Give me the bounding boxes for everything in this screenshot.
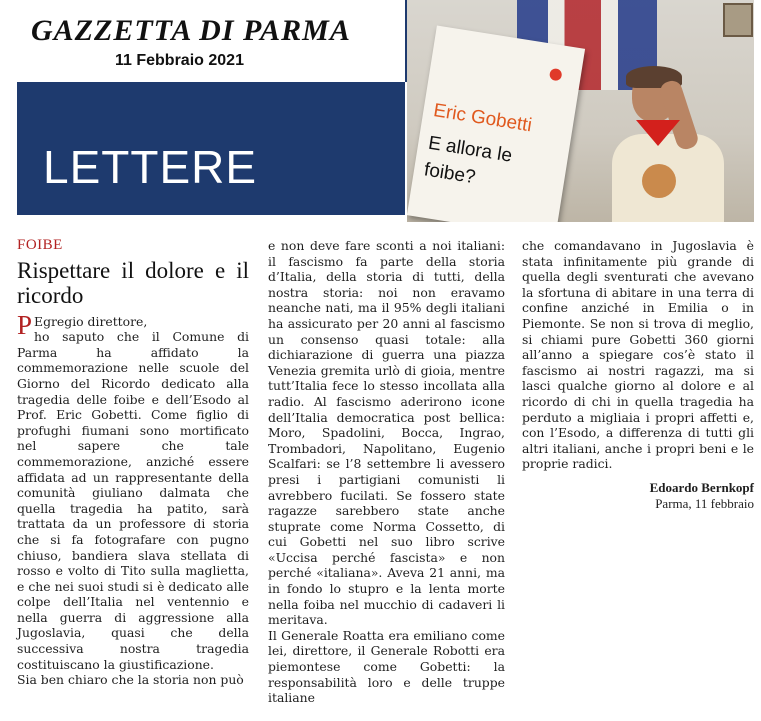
article-headline: Rispettare il dolore e il ricordo — [17, 257, 249, 308]
book-cover — [407, 25, 585, 222]
drop-cap: P — [17, 309, 33, 340]
author-portrait — [612, 66, 730, 222]
paragraph: Sia ben chiaro che la storia non può — [17, 672, 244, 688]
book-author: Eric Gobetti — [431, 100, 534, 137]
article-column-2 — [268, 238, 505, 706]
salutation: P Egregio direttore, — [17, 309, 148, 340]
article-kicker: FOIBE — [17, 237, 63, 253]
masthead — [17, 0, 407, 82]
article-column-3 — [522, 238, 754, 511]
newspaper-name: GAZZETTA DI PARMA — [31, 14, 351, 47]
section-title: LETTERE — [43, 141, 258, 193]
book-title: E allora le foibe? — [422, 132, 514, 189]
signature-place: Parma, 11 febbraio — [655, 495, 754, 511]
issue-date: 11 Febbraio 2021 — [115, 52, 244, 69]
article-photo — [407, 0, 754, 222]
paragraph: ho saputo che il Comune di Parma ha affidato la commemorazione nelle scuole del Giorno del Ricordo dedicato alla tragedia delle foibe e dell’Esodo al Prof. Eric Gobetti. Come figlio di profughi fiumani sono mortificato nel sapere che tale commemorazione, anziché essere affidata ad un rappresentante della comunità giuliano dalmata che quella tragedia ha patito, sarà trattata da un professore di storia che si fa fotografare con pugno chiuso, bandiera slava stellata di rosso e volto di Tito sulla maglietta, e che nei suoi studi si è dedicato alle colpe dell’Italia nel ventennio e nella guerra di aggressione alla Jugoslavia, quasi che della successiva nostra tragedia costituiscano la giustificazione. — [17, 329, 249, 672]
wall-picture — [723, 3, 753, 37]
paragraph: e non deve fare sconti a noi italiani: il fascismo fa parte della storia d’Italia, della storia di tutti, della nostra storia: noi non eravamo neanche nati, ma il 95% degli italiani ha assicurato per 20 anni al fascismo un consenso quasi totale: alla dichiarazione di guerra una piazza Venezia gremita urlò di gioia, mentre tutt’Italia fece lo stesso incollata alla radio. Al fascismo aderirono icone dell’Italia democratica post bellica: Moro, Spadolini, Bocca, Ingrao, Trombadori, Napolitano, Eugenio Scalfari: se l’8 settembre li avessero presi i partigiani comunisti li avrebbero fucilati. Se fossero state ragazze sarebbero state anche stuprate come Norma Cossetto, di cui Gobetti nel suo libro scrive «Uccisa perché fascista» e non perché «italiana». Aveva 21 anni, ma in fondo lo stupro e la lenta morte nella foiba nel mucchio di cadaveri li meritava. — [268, 238, 505, 628]
publisher-logo-icon — [549, 68, 563, 82]
signature-name: Edoardo Bernkopf — [649, 479, 754, 495]
section-banner — [17, 0, 405, 215]
paragraph: che comandavano in Jugoslavia è stata infinitamente più grande di quella degli sventurati che avevano la sfortuna di abitare in una terra di confine anziché in Emilia o in Piemonte. Se non si trova di meglio, si chiami pure Gobetti 360 giorni all’anno a spiegare cos’è stato il fascismo ai nostri ragazzi, ma si lasci qualche giorno al dolore e al ricordo di chi in quella tragedia ha perduto a migliaia i propri affetti e, con l’Esodo, a differenza di tutti gli altri italiani, anche i propri beni e le proprie radici. — [522, 238, 754, 472]
paragraph: Il Generale Roatta era emiliano come lei, direttore, il Generale Robotti era piemontese come Gobetti: la responsabilità loro e delle truppe italiane — [268, 627, 505, 706]
article-column-1 — [17, 238, 249, 688]
shirt-print — [642, 164, 676, 198]
